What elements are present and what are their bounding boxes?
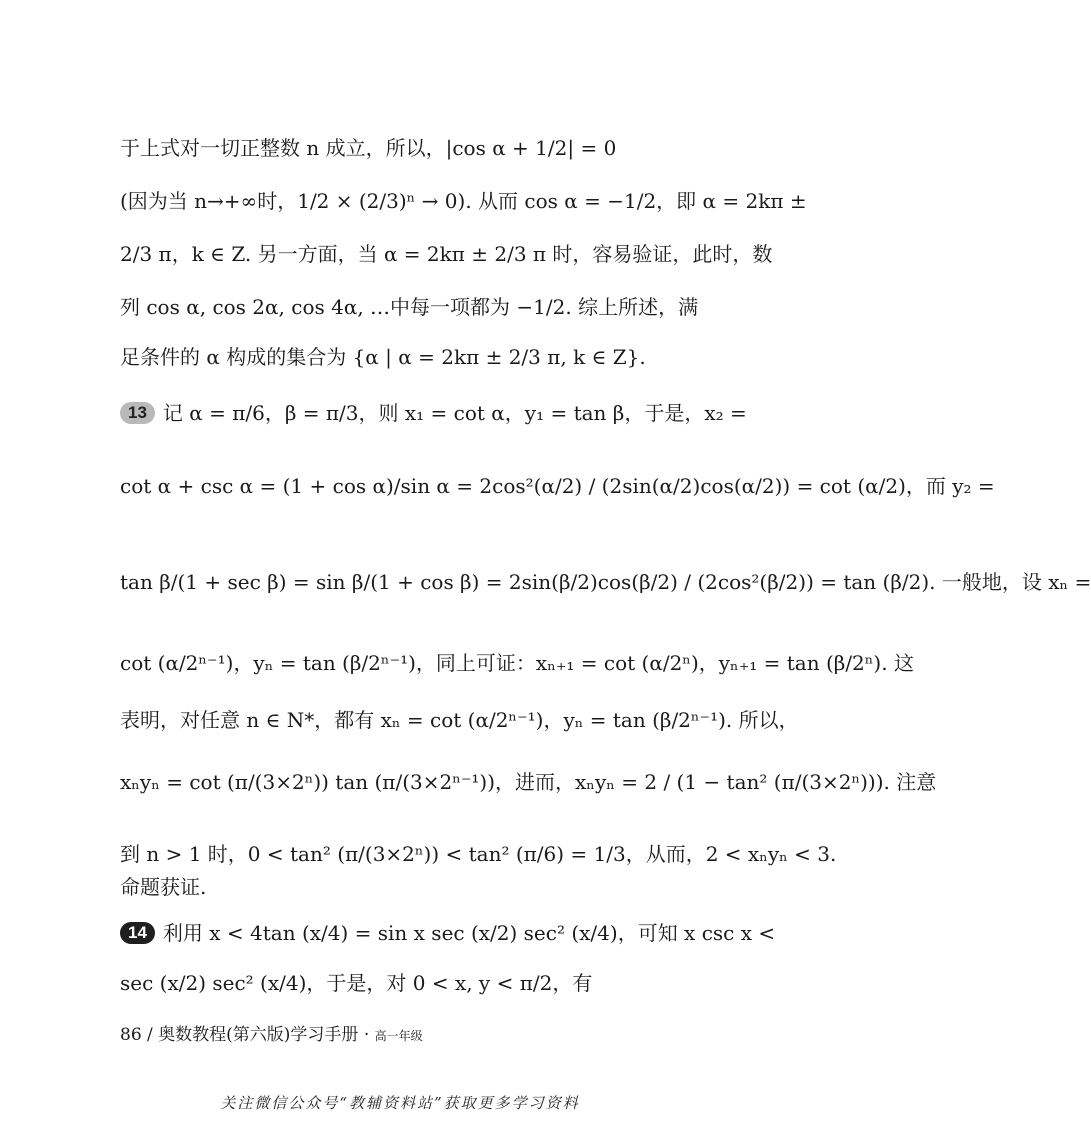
problem-13-line-8 <box>120 875 690 899</box>
problem-13-badge: 13 <box>120 402 155 424</box>
problem-14-line-2 <box>120 971 690 995</box>
text-line-1-content: 于上式对一切正整数 n 成立，所以，|cos α + 1/2| = 0 <box>120 136 617 160</box>
text-line-3-content: 2/3 π，k ∈ Z. 另一方面，当 α = 2kπ ± 2/3 π 时，容易验证，此时，数 <box>120 242 773 266</box>
problem-13-line-3 <box>120 570 1091 594</box>
problem-13-line-3-content: tan β/(1 + sec β) = sin β/(1 + cos β) = 2sin(β/2)cos(β/2) / (2cos²(β/2)) = tan (β/2). 一般地，设 xₙ = <box>120 570 1091 594</box>
problem-13-line-4-content: cot (α/2ⁿ⁻¹)，yₙ = tan (β/2ⁿ⁻¹)，同上可证：xₙ₊₁ = cot (α/2ⁿ)，yₙ₊₁ = tan (β/2ⁿ). 这 <box>120 651 914 675</box>
problem-13-line-1-content: 记 α = π/6，β = π/3，则 x₁ = cot α，y₁ = tan β，于是，x₂ = <box>162 401 747 425</box>
problem-14-line-2-content: sec (x/2) sec² (x/4)，于是，对 0 < x, y < π/2，有 <box>120 971 593 995</box>
problem-13-line-5 <box>120 708 799 732</box>
text-line-1 <box>120 136 690 160</box>
text-line-2-content: (因为当 n→+∞时，1/2 × (2/3)ⁿ → 0). 从而 cos α = −1/2，即 α = 2kπ ± <box>120 189 807 213</box>
problem-13-line-1 <box>120 401 747 425</box>
footer-grade: 高一年级 <box>374 1029 423 1043</box>
text-line-5 <box>120 345 690 369</box>
text-line-3 <box>120 242 773 266</box>
problem-13-line-4 <box>120 651 914 675</box>
problem-13-line-8-content: 命题获证. <box>120 875 207 899</box>
text-line-4 <box>120 295 699 319</box>
problem-13-line-7-content: 到 n > 1 时，0 < tan² (π/(3×2ⁿ)) < tan² (π/6) = 1/3，从而，2 < xₙyₙ < 3. <box>120 842 837 866</box>
bottom-watermark-note: 关注微信公众号“教辅资料站”获取更多学习资料 <box>220 1094 580 1112</box>
problem-13-line-5-content: 表明，对任意 n ∈ N*，都有 xₙ = cot (α/2ⁿ⁻¹)，yₙ = tan (β/2ⁿ⁻¹). 所以， <box>120 708 799 732</box>
text-line-2 <box>120 189 807 213</box>
problem-13-line-6 <box>120 770 937 794</box>
problem-13-line-2-content: cot α + csc α = (1 + cos α)/sin α = 2cos²(α/2) / (2sin(α/2)cos(α/2)) = cot (α/2)，而 y₂ = <box>120 474 995 498</box>
text-line-5-content: 足条件的 α 构成的集合为 {α | α = 2kπ ± 2/3 π, k ∈ Z}. <box>120 345 646 369</box>
problem-14-line-1-content: 利用 x < 4tan (x/4) = sin x sec (x/2) sec² (x/4)，可知 x csc x < <box>162 921 776 945</box>
problem-13-line-2 <box>120 474 995 498</box>
problem-14-line-1 <box>120 921 776 945</box>
problem-14-badge: 14 <box>120 922 155 944</box>
problem-13-line-6-content: xₙyₙ = cot (π/(3×2ⁿ)) tan (π/(3×2ⁿ⁻¹))，进而，xₙyₙ = 2 / (1 − tan² (π/(3×2ⁿ))). 注意 <box>120 770 937 794</box>
footer-text: 86 / 奥数教程(第六版)学习手册 · <box>120 1025 375 1045</box>
text-line-4-content: 列 cos α, cos 2α, cos 4α, …中每一项都为 −1/2. 综上所述，满 <box>120 295 699 319</box>
page-footer <box>120 1020 423 1045</box>
problem-13-line-7 <box>120 842 837 866</box>
